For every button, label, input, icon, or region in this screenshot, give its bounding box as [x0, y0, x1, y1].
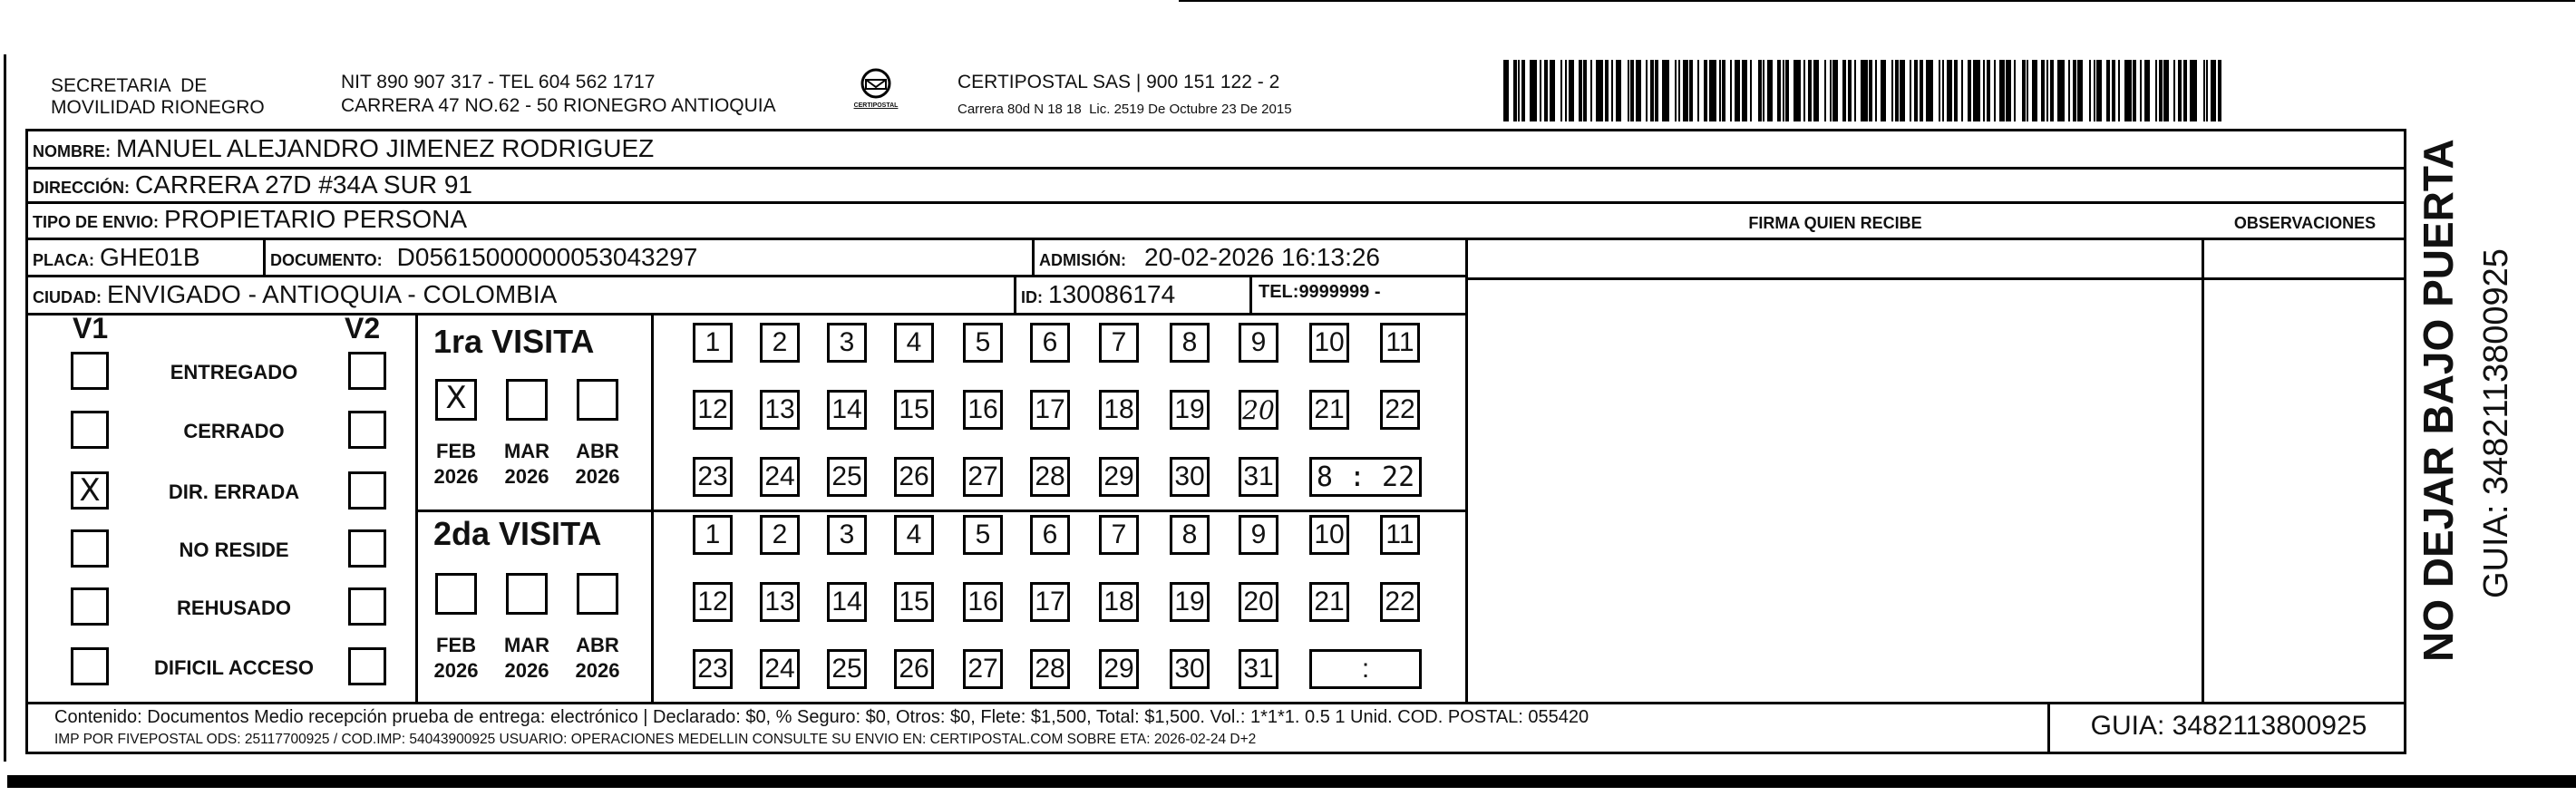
barcode-bar	[1735, 60, 1740, 121]
documento-label: DOCUMENTO:	[270, 251, 383, 269]
day-box[interactable]: 29	[1099, 457, 1139, 497]
v1-checkbox[interactable]	[71, 411, 109, 449]
barcode-bar	[1869, 60, 1872, 121]
logo-text: CERTIPOSTAL	[853, 102, 899, 109]
nombre-row	[33, 134, 654, 163]
day-box[interactable]: 15	[894, 390, 934, 430]
col-divider	[415, 313, 418, 703]
barcode-bar	[1947, 60, 1952, 121]
barcode-bar	[1565, 60, 1567, 121]
v2-checkbox[interactable]	[348, 647, 386, 685]
day-box[interactable]: 29	[1099, 649, 1139, 689]
firma-header: FIRMA QUIEN RECIBE	[1748, 214, 1922, 232]
barcode-bar	[1611, 60, 1613, 121]
barcode-bar	[1742, 60, 1747, 121]
barcode-bar	[1910, 60, 1911, 121]
barcode-bar	[1891, 60, 1893, 121]
barcode-bar	[1503, 60, 1509, 121]
v2-checkbox[interactable]	[348, 411, 386, 449]
day-box[interactable]: 30	[1170, 649, 1210, 689]
row-divider	[1467, 277, 2406, 280]
barcode-bar	[2183, 60, 2187, 121]
day-box[interactable]: 25	[827, 649, 867, 689]
day-box[interactable]: 11	[1380, 515, 1420, 555]
col-divider	[2047, 702, 2050, 754]
barcode-bar	[1994, 60, 1996, 121]
barcode-bar	[1540, 60, 1541, 121]
day-box[interactable]: 19	[1170, 582, 1210, 622]
barcode-bar	[1983, 60, 1985, 121]
barcode-bar	[1646, 60, 1648, 121]
day-box[interactable]: 24	[760, 457, 800, 497]
barcode-bar	[1683, 60, 1688, 121]
day-box[interactable]: 9	[1239, 323, 1278, 363]
barcode-bar	[1560, 60, 1562, 121]
day-box[interactable]: 16	[963, 390, 1003, 430]
barcode-bar	[1777, 60, 1781, 121]
barcode-bar	[2073, 60, 2076, 121]
barcode-bar	[1920, 60, 1923, 121]
v2-checkbox[interactable]	[348, 529, 386, 568]
barcode-bar	[1767, 60, 1773, 121]
day-mark: 20	[1242, 394, 1275, 425]
placa-value: GHE01B	[100, 243, 200, 271]
day-box[interactable]: 12	[693, 390, 733, 430]
barcode-bar	[2096, 60, 2102, 121]
placa-row	[33, 243, 200, 272]
certipostal-logo	[834, 67, 918, 121]
col-divider	[651, 313, 654, 703]
visit-divider	[415, 510, 1467, 512]
barcode-bar	[2140, 60, 2142, 121]
barcode-bar	[1630, 60, 1634, 121]
day-box[interactable]: 31	[1239, 457, 1278, 497]
barcode	[1503, 60, 2231, 121]
barcode-bar	[1521, 60, 1525, 121]
second-visit-title: 2da VISITA	[433, 515, 602, 552]
day-box[interactable]: 28	[1030, 457, 1070, 497]
barcode-bar	[1895, 60, 1899, 121]
month-checkbox[interactable]	[506, 379, 548, 421]
admision-value: 20-02-2026 16:13:26	[1144, 243, 1380, 271]
row-divider	[25, 238, 2406, 240]
barcode-bar	[2106, 60, 2110, 121]
id-label: ID:	[1021, 288, 1043, 306]
year-label: 2026	[433, 465, 479, 488]
status-label: CERRADO	[183, 420, 285, 442]
checkbox-mark: X	[79, 472, 101, 509]
barcode-bar	[2118, 60, 2120, 121]
month-checkbox[interactable]	[435, 573, 477, 615]
barcode-bar	[2077, 60, 2083, 121]
year-label: 2026	[575, 465, 620, 488]
barcode-bar	[2046, 60, 2048, 121]
day-box[interactable]: 18	[1099, 582, 1139, 622]
barcode-bar	[2211, 60, 2216, 121]
month-label: ABR	[576, 634, 619, 656]
placa-label: PLACA:	[33, 251, 94, 269]
tel-label: TEL:	[1259, 282, 1299, 302]
barcode-bar	[2032, 60, 2037, 121]
barcode-bar	[2163, 60, 2169, 121]
day-box[interactable]: 13	[760, 390, 800, 430]
direccion-value: CARRERA 27D #34A SUR 91	[135, 170, 472, 199]
bottom-scan-line	[7, 775, 2576, 788]
v1-checkbox[interactable]	[71, 587, 109, 626]
day-box[interactable]: 7	[1099, 515, 1139, 555]
status-label: DIFICIL ACCESO	[153, 656, 314, 679]
company-line1: CERTIPOSTAL SAS | 900 151 122 - 2	[957, 72, 1280, 92]
time-box[interactable]: 8 : 22	[1309, 457, 1422, 497]
top-scan-line	[1179, 0, 2575, 2]
observaciones-header: OBSERVACIONES	[2233, 214, 2377, 232]
barcode-bar	[1722, 60, 1725, 121]
nit-line1: NIT 890 907 317 - TEL 604 562 1717	[341, 72, 656, 92]
barcode-bar	[1544, 60, 1548, 121]
barcode-bar	[1616, 60, 1621, 121]
id-row	[1021, 280, 1175, 309]
row-divider	[25, 167, 2406, 170]
barcode-bar	[2089, 60, 2091, 121]
day-box[interactable]: 9	[1239, 515, 1278, 555]
barcode-bar	[1590, 60, 1592, 121]
footer-guia: GUIA: 3482113800925	[2090, 711, 2367, 741]
month-checkbox[interactable]	[435, 379, 477, 421]
day-box[interactable]: 28	[1030, 649, 1070, 689]
day-box[interactable]: 6	[1030, 323, 1070, 363]
v1-label: V1	[73, 312, 109, 345]
v1-checkbox[interactable]	[71, 471, 109, 510]
documento-value: D05615000000053043297	[396, 243, 698, 271]
barcode-bar	[1848, 60, 1852, 121]
month-checkbox[interactable]	[506, 573, 548, 615]
barcode-bar	[2173, 60, 2175, 121]
v2-checkbox[interactable]	[348, 471, 386, 510]
day-box[interactable]: 21	[1309, 582, 1349, 622]
barcode-bar	[1518, 60, 1520, 121]
barcode-bar	[1968, 60, 1971, 121]
v2-checkbox[interactable]	[348, 352, 386, 390]
day-box[interactable]: 17	[1030, 390, 1070, 430]
year-label: 2026	[504, 659, 549, 682]
side-guia: GUIA: 3482113800925	[2477, 248, 2515, 598]
barcode-bar	[1596, 60, 1603, 121]
barcode-bar	[1813, 60, 1819, 121]
direccion-row	[33, 170, 472, 199]
org-name-line1: SECRETARIA DE	[51, 75, 208, 96]
nombre-label: NOMBRE:	[33, 142, 111, 160]
ciudad-label: CIUDAD:	[33, 288, 102, 306]
status-label: ENTREGADO	[170, 361, 298, 383]
barcode-bar	[2014, 60, 2016, 121]
barcode-bar	[1709, 60, 1716, 121]
nit-line2: CARRERA 47 NO.62 - 50 RIONEGRO ANTIOQUIA	[341, 95, 776, 116]
barcode-bar	[2206, 60, 2208, 121]
barcode-bar	[1675, 60, 1677, 121]
documento-row	[270, 243, 697, 272]
day-box[interactable]: 14	[827, 390, 867, 430]
barcode-bar	[1513, 60, 1517, 121]
day-box[interactable]: 12	[693, 582, 733, 622]
company-line2: Carrera 80d N 18 18 Lic. 2519 De Octubre 23 De 2015	[957, 102, 1292, 117]
barcode-bar	[1785, 60, 1789, 121]
v1-checkbox[interactable]	[71, 529, 109, 568]
day-box[interactable]: 22	[1380, 390, 1420, 430]
barcode-bar	[1832, 60, 1838, 121]
barcode-bar	[1730, 60, 1732, 121]
day-box[interactable]: 13	[760, 582, 800, 622]
barcode-bar	[1605, 60, 1609, 121]
tipo-row	[33, 205, 467, 234]
org-name-line2: MOVILIDAD RIONEGRO	[51, 97, 265, 118]
barcode-bar	[1719, 60, 1721, 121]
barcode-bar	[1999, 60, 2005, 121]
barcode-bar	[2124, 60, 2132, 121]
day-box[interactable]: 4	[894, 515, 934, 555]
day-box[interactable]: 21	[1309, 390, 1349, 430]
barcode-bar	[2022, 60, 2026, 121]
barcode-bar	[1861, 60, 1868, 121]
day-box[interactable]: 17	[1030, 582, 1070, 622]
day-box[interactable]: 2	[760, 323, 800, 363]
barcode-bar	[2178, 60, 2182, 121]
day-box[interactable]: 20	[1239, 582, 1278, 622]
id-value: 130086174	[1048, 280, 1176, 308]
barcode-bar	[1881, 60, 1886, 121]
day-box[interactable]: 19	[1170, 390, 1210, 430]
barcode-bar	[2041, 60, 2045, 121]
barcode-bar	[2112, 60, 2115, 121]
v2-label: V2	[345, 312, 381, 345]
barcode-bar	[1569, 60, 1574, 121]
col-divider	[1249, 276, 1252, 314]
barcode-bar	[1636, 60, 1641, 121]
status-label: NO RESIDE	[179, 539, 289, 561]
barcode-bar	[1973, 60, 1980, 121]
barcode-bar	[1842, 60, 1846, 121]
barcode-bar	[1926, 60, 1933, 121]
day-box[interactable]: 8	[1170, 323, 1210, 363]
col-divider	[263, 238, 266, 276]
first-visit-title: 1ra VISITA	[433, 323, 595, 360]
barcode-bar	[2057, 60, 2065, 121]
barcode-bar	[2027, 60, 2028, 121]
day-box[interactable]: 5	[963, 323, 1003, 363]
day-box[interactable]: 3	[827, 515, 867, 555]
day-box[interactable]: 7	[1099, 323, 1139, 363]
day-box[interactable]: 27	[963, 649, 1003, 689]
barcode-bar	[1961, 60, 1963, 121]
status-label: REHUSADO	[177, 597, 291, 619]
day-box[interactable]: 14	[827, 582, 867, 622]
envelope-icon	[858, 67, 894, 100]
day-box[interactable]: 1	[693, 515, 733, 555]
barcode-bar	[1939, 60, 1940, 121]
day-box[interactable]: 16	[963, 582, 1003, 622]
barcode-bar	[1750, 60, 1752, 121]
ciudad-value: ENVIGADO - ANTIOQUIA - COLOMBIA	[107, 280, 558, 308]
day-box[interactable]: 1	[693, 323, 733, 363]
col-divider	[1465, 238, 1468, 704]
barcode-bar	[1803, 60, 1805, 121]
barcode-bar	[1583, 60, 1587, 121]
day-box[interactable]: 2	[760, 515, 800, 555]
time-box[interactable]: :	[1309, 649, 1422, 689]
barcode-bar	[2068, 60, 2070, 121]
barcode-bar	[1793, 60, 1801, 121]
barcode-bar	[1550, 60, 1555, 121]
barcode-bar	[2190, 60, 2197, 121]
barcode-bar	[1650, 60, 1654, 121]
v1-checkbox[interactable]	[71, 647, 109, 685]
barcode-bar	[1530, 60, 1537, 121]
day-box[interactable]: 26	[894, 457, 934, 497]
day-box[interactable]: 6	[1030, 515, 1070, 555]
barcode-bar	[1987, 60, 1990, 121]
day-box[interactable]: 27	[963, 457, 1003, 497]
barcode-bar	[1914, 60, 1918, 121]
day-box[interactable]: 18	[1099, 390, 1139, 430]
month-label: FEB	[436, 634, 476, 656]
barcode-bar	[1579, 60, 1582, 121]
checkbox-mark: X	[445, 380, 467, 416]
col-divider	[1014, 276, 1016, 314]
day-box[interactable]: 31	[1239, 649, 1278, 689]
month-label: MAR	[503, 440, 550, 462]
month-label: FEB	[436, 440, 476, 462]
direccion-label: DIRECCIÓN:	[33, 179, 130, 197]
admision-row	[1039, 243, 1380, 272]
day-box[interactable]: 4	[894, 323, 934, 363]
barcode-bar	[1954, 60, 1958, 121]
day-box[interactable]: 23	[693, 649, 733, 689]
year-label: 2026	[575, 659, 620, 682]
status-label: DIR. ERRADA	[168, 481, 300, 503]
month-checkbox[interactable]	[577, 573, 618, 615]
barcode-bar	[1697, 60, 1699, 121]
col-divider	[1032, 238, 1035, 276]
day-box[interactable]: 23	[693, 457, 733, 497]
side-warning: NO DEJAR BAJO PUERTA	[2415, 139, 2462, 662]
barcode-bar	[1808, 60, 1812, 121]
day-box[interactable]: 3	[827, 323, 867, 363]
barcode-bar	[1678, 60, 1680, 121]
barcode-bar	[1689, 60, 1693, 121]
barcode-bar	[2094, 60, 2095, 121]
tel-value: 9999999 -	[1298, 282, 1381, 302]
col-divider	[2202, 238, 2204, 704]
row-divider	[25, 201, 2406, 204]
barcode-bar	[2218, 60, 2221, 121]
day-box[interactable]: 26	[894, 649, 934, 689]
barcode-bar	[1942, 60, 1944, 121]
barcode-bar	[1854, 60, 1856, 121]
day-box[interactable]: 11	[1380, 323, 1420, 363]
barcode-bar	[1783, 60, 1784, 121]
v1-checkbox[interactable]	[71, 352, 109, 390]
barcode-bar	[1830, 60, 1832, 121]
barcode-bar	[1662, 60, 1669, 121]
day-box[interactable]: 30	[1170, 457, 1210, 497]
admision-label: ADMISIÓN:	[1039, 251, 1126, 269]
barcode-bar	[2133, 60, 2136, 121]
barcode-bar	[1758, 60, 1762, 121]
month-label: MAR	[503, 634, 550, 656]
barcode-bar	[1875, 60, 1877, 121]
day-box[interactable]: 24	[760, 649, 800, 689]
day-box[interactable]: 5	[963, 515, 1003, 555]
day-box[interactable]: 10	[1309, 515, 1349, 555]
footer-content-line: Contenido: Documentos Medio recepción prueba de entrega: electrónico | Declarado: $0, % Seguro: $0, Otros: $0, Flete: $1,500, Total: $1,500. Vol.: 1*1*1. 0.5 1 Unid. COD. POSTAL: 055420	[54, 707, 1589, 727]
day-box[interactable]: 22	[1380, 582, 1420, 622]
day-box[interactable]: 10	[1309, 323, 1349, 363]
barcode-bar	[1704, 60, 1707, 121]
nombre-value: MANUEL ALEJANDRO JIMENEZ RODRIGUEZ	[116, 134, 655, 162]
tel-row	[1259, 282, 1381, 303]
barcode-bar	[2203, 60, 2205, 121]
barcode-bar	[2159, 60, 2163, 121]
barcode-bar	[2006, 60, 2011, 121]
year-label: 2026	[433, 659, 479, 682]
barcode-bar	[1655, 60, 1658, 121]
left-scan-line	[4, 54, 6, 762]
ciudad-row	[33, 280, 557, 309]
barcode-bar	[2144, 60, 2150, 121]
barcode-bar	[2050, 60, 2054, 121]
barcode-bar	[2155, 60, 2157, 121]
day-box[interactable]: 8	[1170, 515, 1210, 555]
v2-checkbox[interactable]	[348, 587, 386, 626]
day-box[interactable]: 25	[827, 457, 867, 497]
year-label: 2026	[504, 465, 549, 488]
barcode-bar	[1900, 60, 1905, 121]
tipo-value: PROPIETARIO PERSONA	[164, 205, 468, 233]
tipo-label: TIPO DE ENVIO:	[33, 213, 160, 231]
day-box[interactable]: 15	[894, 582, 934, 622]
barcode-bar	[1628, 60, 1629, 121]
month-label: ABR	[576, 440, 619, 462]
footer-meta-line: IMP POR FIVEPOSTAL ODS: 25117700925 / COD.IMP: 54043900925 USUARIO: OPERACIONES MEDELLIN CONSULTE SU ENVIO EN: CERTIPOSTAL.COM SOBRE ETA: 2026-02-24 D+2	[54, 732, 1257, 747]
barcode-bar	[1763, 60, 1764, 121]
day-box[interactable]	[1239, 390, 1278, 430]
month-checkbox[interactable]	[577, 379, 618, 421]
barcode-bar	[1824, 60, 1826, 121]
